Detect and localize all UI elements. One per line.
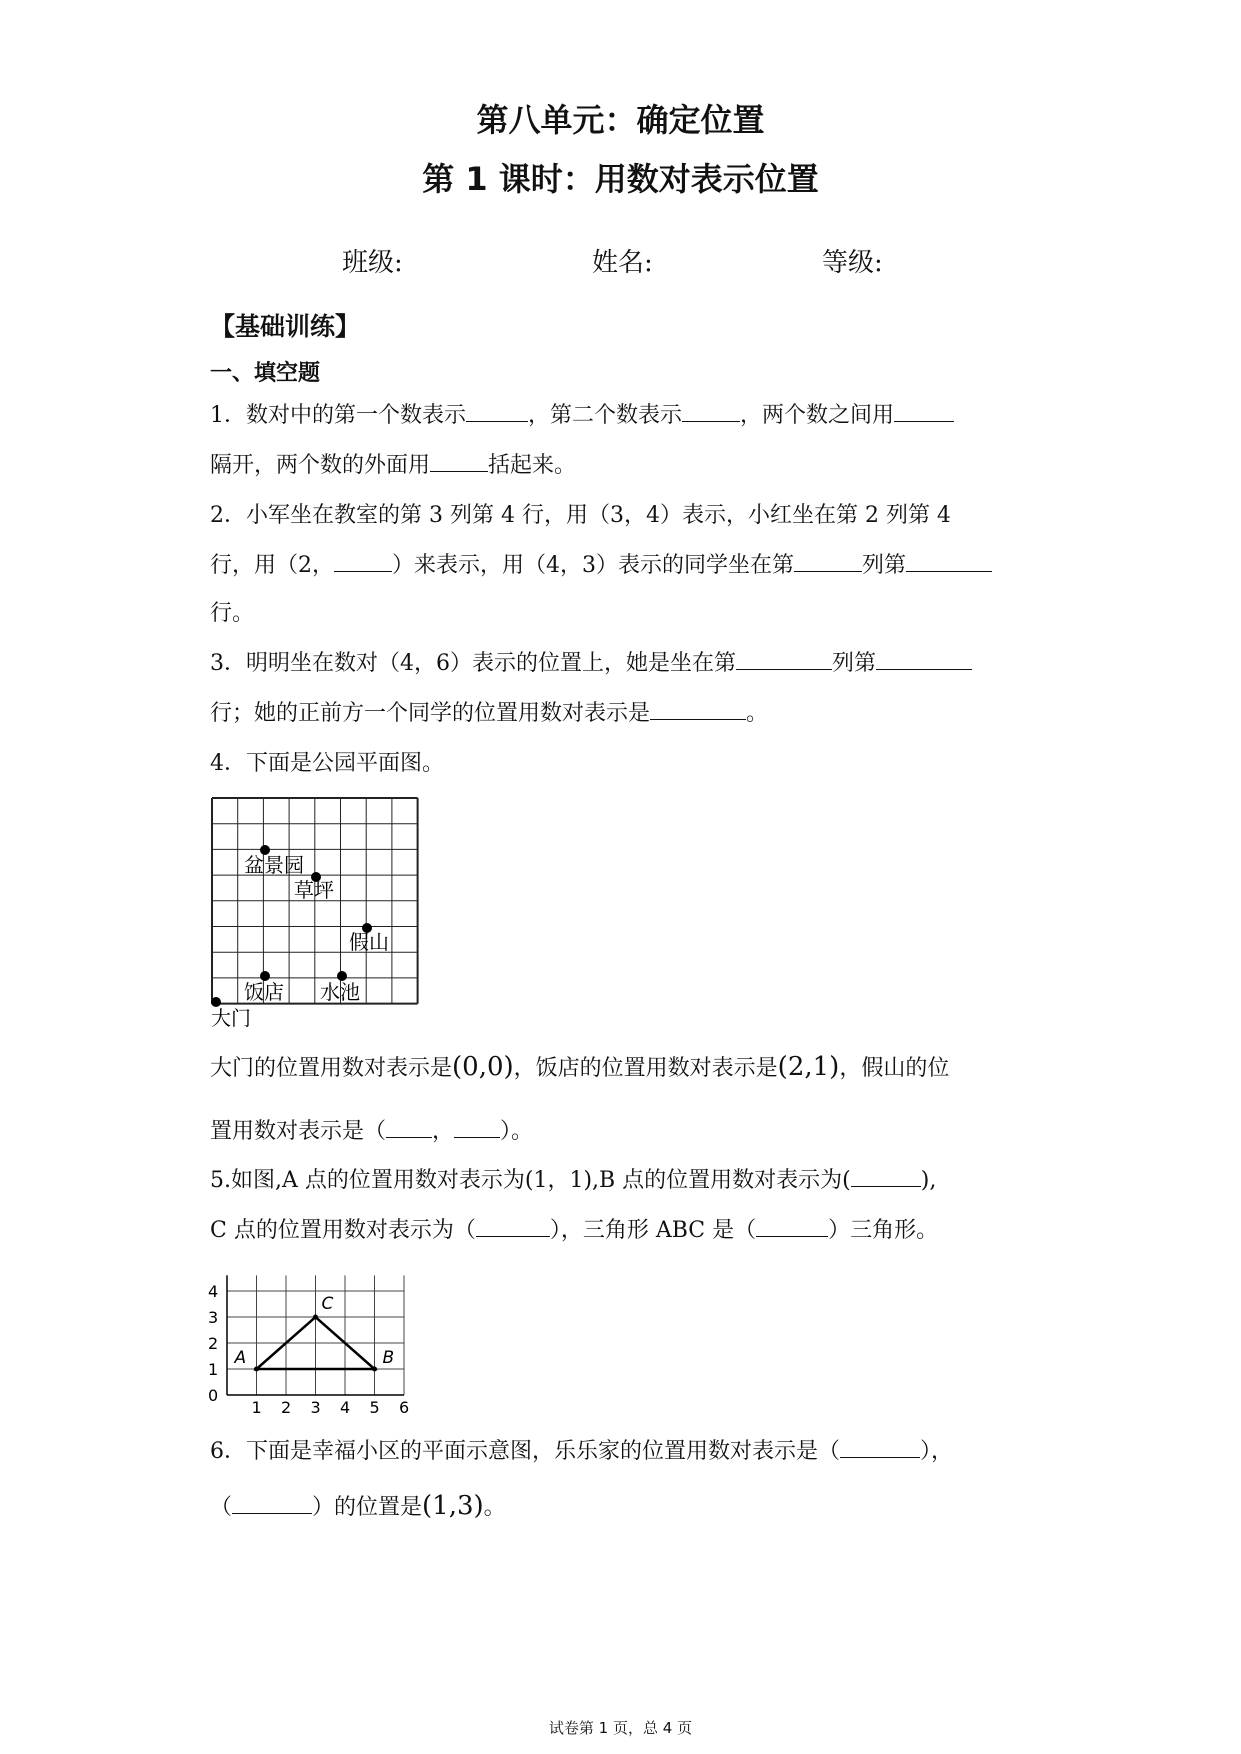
pool-label: 水池 <box>320 980 360 1004</box>
question-2-line-3: 行。 <box>210 601 255 626</box>
answer-blank[interactable] <box>794 551 862 572</box>
question-5-line-1: 5.如图,A 点的位置用数对表示为(1，1),B 点的位置用数对表示为( ), <box>210 1168 937 1193</box>
name-label: 姓名: <box>592 248 653 278</box>
answer-blank[interactable] <box>386 1117 432 1138</box>
answer-blank[interactable] <box>876 649 972 670</box>
class-label: 班级: <box>342 248 403 278</box>
answer-blank[interactable] <box>840 1437 920 1458</box>
answer-blank[interactable] <box>232 1493 312 1514</box>
answer-blank[interactable] <box>682 401 740 422</box>
triangle-abc <box>234 1294 395 1372</box>
question-6-line-2: （ ）的位置是(1,3)。 <box>210 1491 506 1521</box>
question-4-line-1: 大门的位置用数对表示是(0,0)，饭店的位置用数对表示是(2,1)，假山的位 <box>210 1052 950 1082</box>
triangle-grid <box>200 1255 420 1415</box>
question-1-line-1: 1．数对中的第一个数表示 ，第二个数表示 ，两个数之间用 <box>210 398 954 429</box>
answer-blank[interactable] <box>736 649 832 670</box>
answer-blank[interactable] <box>650 699 746 720</box>
restaurant-label: 饭店 <box>244 980 284 1004</box>
restaurant-pair: (2,1) <box>777 1052 840 1082</box>
question-2-line-1: 2．小军坐在教室的第 3 列第 4 行，用（3，4）表示，小红坐在第 2 列第 4 <box>210 503 951 528</box>
answer-blank[interactable] <box>476 1216 550 1237</box>
lawn-label: 草坪 <box>294 878 334 902</box>
section-title: 【基础训练】 <box>210 312 361 341</box>
answer-blank[interactable] <box>466 401 528 422</box>
answer-blank[interactable] <box>851 1166 921 1187</box>
x-tick-label: 5 <box>369 1398 380 1415</box>
point-b <box>372 1367 377 1372</box>
lesson-title: 第 1 课时：用数对表示位置 <box>422 160 819 198</box>
y-tick-label: 4 <box>208 1282 219 1301</box>
question-3-line-2: 行；她的正前方一个同学的位置用数对表示是 。 <box>210 701 769 726</box>
question-2-line-2: 行，用（2， ）来表示，用（4，3）表示的同学坐在第 列第 <box>210 548 992 579</box>
y-tick-label: 0 <box>208 1386 219 1405</box>
grade-label: 等级: <box>822 248 883 278</box>
point-label-b: B <box>382 1348 395 1368</box>
answer-blank[interactable] <box>430 451 488 472</box>
y-tick-label: 3 <box>208 1308 219 1327</box>
rockery-label: 假山 <box>349 930 389 954</box>
question-4-intro: 4．下面是公园平面图。 <box>210 751 444 776</box>
x-tick-label: 6 <box>399 1398 410 1415</box>
x-tick-label: 3 <box>310 1398 321 1415</box>
coordinate-pair: (1,3) <box>422 1491 484 1521</box>
question-3-line-1: 3．明明坐在数对（4，6）表示的位置上，她是坐在第 列第 <box>210 646 972 677</box>
point-label-c: C <box>321 1294 334 1314</box>
triangle-grid-lines <box>227 1275 404 1395</box>
point-c <box>313 1315 318 1320</box>
x-tick-label: 4 <box>340 1398 351 1415</box>
gate-label: 大门 <box>211 1006 251 1030</box>
gate-pair: (0,0) <box>452 1052 514 1082</box>
answer-blank[interactable] <box>756 1216 828 1237</box>
question-4-line-2: 置用数对表示是（ ， ）。 <box>210 1119 534 1144</box>
park-map <box>200 790 440 1030</box>
page-footer: 试卷第 1 页，总 4 页 <box>548 1719 693 1737</box>
fill-blank-heading: 一、填空题 <box>210 361 321 386</box>
question-5-line-2: C 点的位置用数对表示为（ ），三角形 ABC 是（ ）三角形。 <box>210 1218 939 1243</box>
answer-blank[interactable] <box>894 401 954 422</box>
question-1-line-2: 隔开，两个数的外面用 括起来。 <box>210 453 577 478</box>
question-6-line-1: 6．下面是幸福小区的平面示意图，乐乐家的位置用数对表示是（ ）， <box>210 1439 954 1464</box>
x-tick-label: 1 <box>251 1398 262 1415</box>
garden-label: 盆景园 <box>244 853 304 877</box>
unit-title: 第八单元：确定位置 <box>476 101 765 139</box>
y-tick-label: 2 <box>208 1334 219 1353</box>
point-a <box>254 1367 259 1372</box>
point-label-a: A <box>234 1348 247 1368</box>
answer-blank[interactable] <box>906 551 992 572</box>
answer-blank[interactable] <box>334 551 392 572</box>
x-tick-label: 2 <box>281 1398 292 1415</box>
answer-blank[interactable] <box>454 1117 500 1138</box>
y-tick-label: 1 <box>208 1360 219 1379</box>
